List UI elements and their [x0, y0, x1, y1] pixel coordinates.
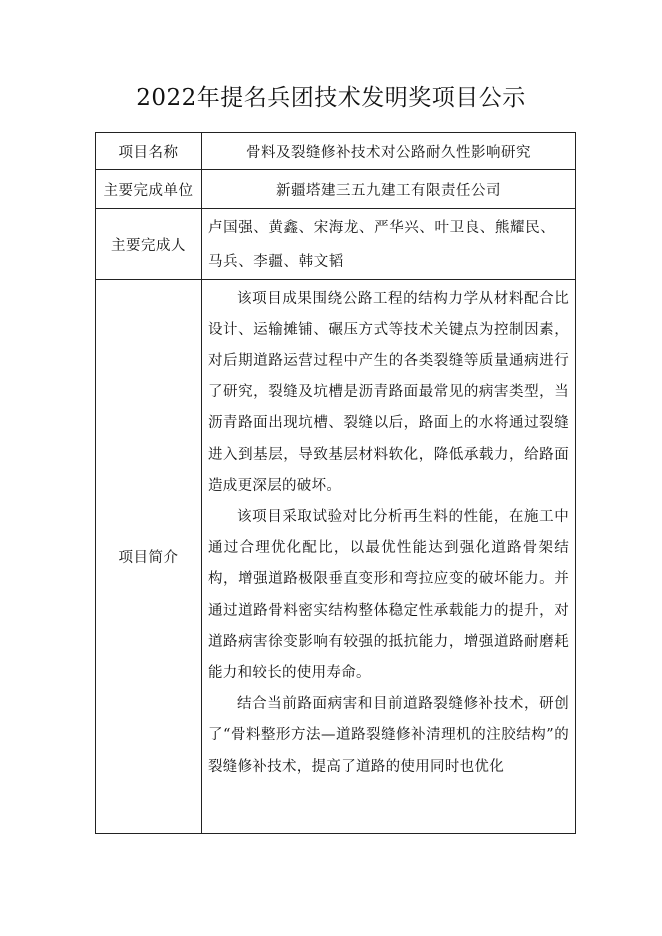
table-row-completing-people: [96, 209, 576, 280]
introduction-cell: [202, 280, 576, 834]
introduction-paragraph-2: 该项目采取试验对比分析再生料的性能，在施工中通过合理优化配比，以最优性能达到强化道路骨架结构，增强道路极限垂直变形和弯拉应变的破坏能力。并通过道路骨料密实结构整体稳定性承载能力的提升，对道路病害徐变影响有较强的抵抗能力，增强道路耐磨耗能力和较长的使用寿命。: [208, 508, 569, 681]
page-title: 2022年提名兵团技术发明奖项目公示: [136, 85, 526, 111]
completing-people-value: 卢国强、黄鑫、宋海龙、严华兴、叶卫良、熊耀民、马兵、李疆、韩文韬: [208, 220, 556, 270]
completing-people-cell: [202, 209, 576, 280]
completing-unit-label: 主要完成单位: [96, 170, 202, 209]
project-name-value: 骨料及裂缝修补技术对公路耐久性影响研究: [202, 133, 576, 170]
introduction-label: 项目简介: [96, 280, 202, 834]
project-name-label: 项目名称: [96, 133, 202, 170]
introduction-paragraph-1: 该项目成果围绕公路工程的结构力学从材料配合比设计、运输摊铺、碾压方式等技术关键点为控制因素，对后期道路运营过程中产生的各类裂缝等质量通病进行了研究，裂缝及坑槽是沥青路面最常见的病害类型，当沥青路面出现坑槽、裂缝以后，路面上的水将通过裂缝进入到基层，导致基层材料软化，降低承载力，给路面造成更深层的破坏。: [208, 290, 569, 494]
table-row-introduction: [96, 280, 576, 834]
project-info-table: [95, 132, 576, 834]
introduction-paragraph-3: 结合当前路面病害和目前道路裂缝修补技术，研创了“骨料整形方法—道路裂缝修补清理机的注胶结构”的裂缝修补技术，提高了道路的使用同时也优化: [208, 696, 569, 775]
completing-people-label: 主要完成人: [96, 209, 202, 280]
completing-unit-value: 新疆塔建三五九建工有限责任公司: [202, 170, 576, 209]
table-row-project-name: [96, 133, 576, 170]
table-row-completing-unit: [96, 170, 576, 209]
introduction-body: [202, 282, 575, 832]
